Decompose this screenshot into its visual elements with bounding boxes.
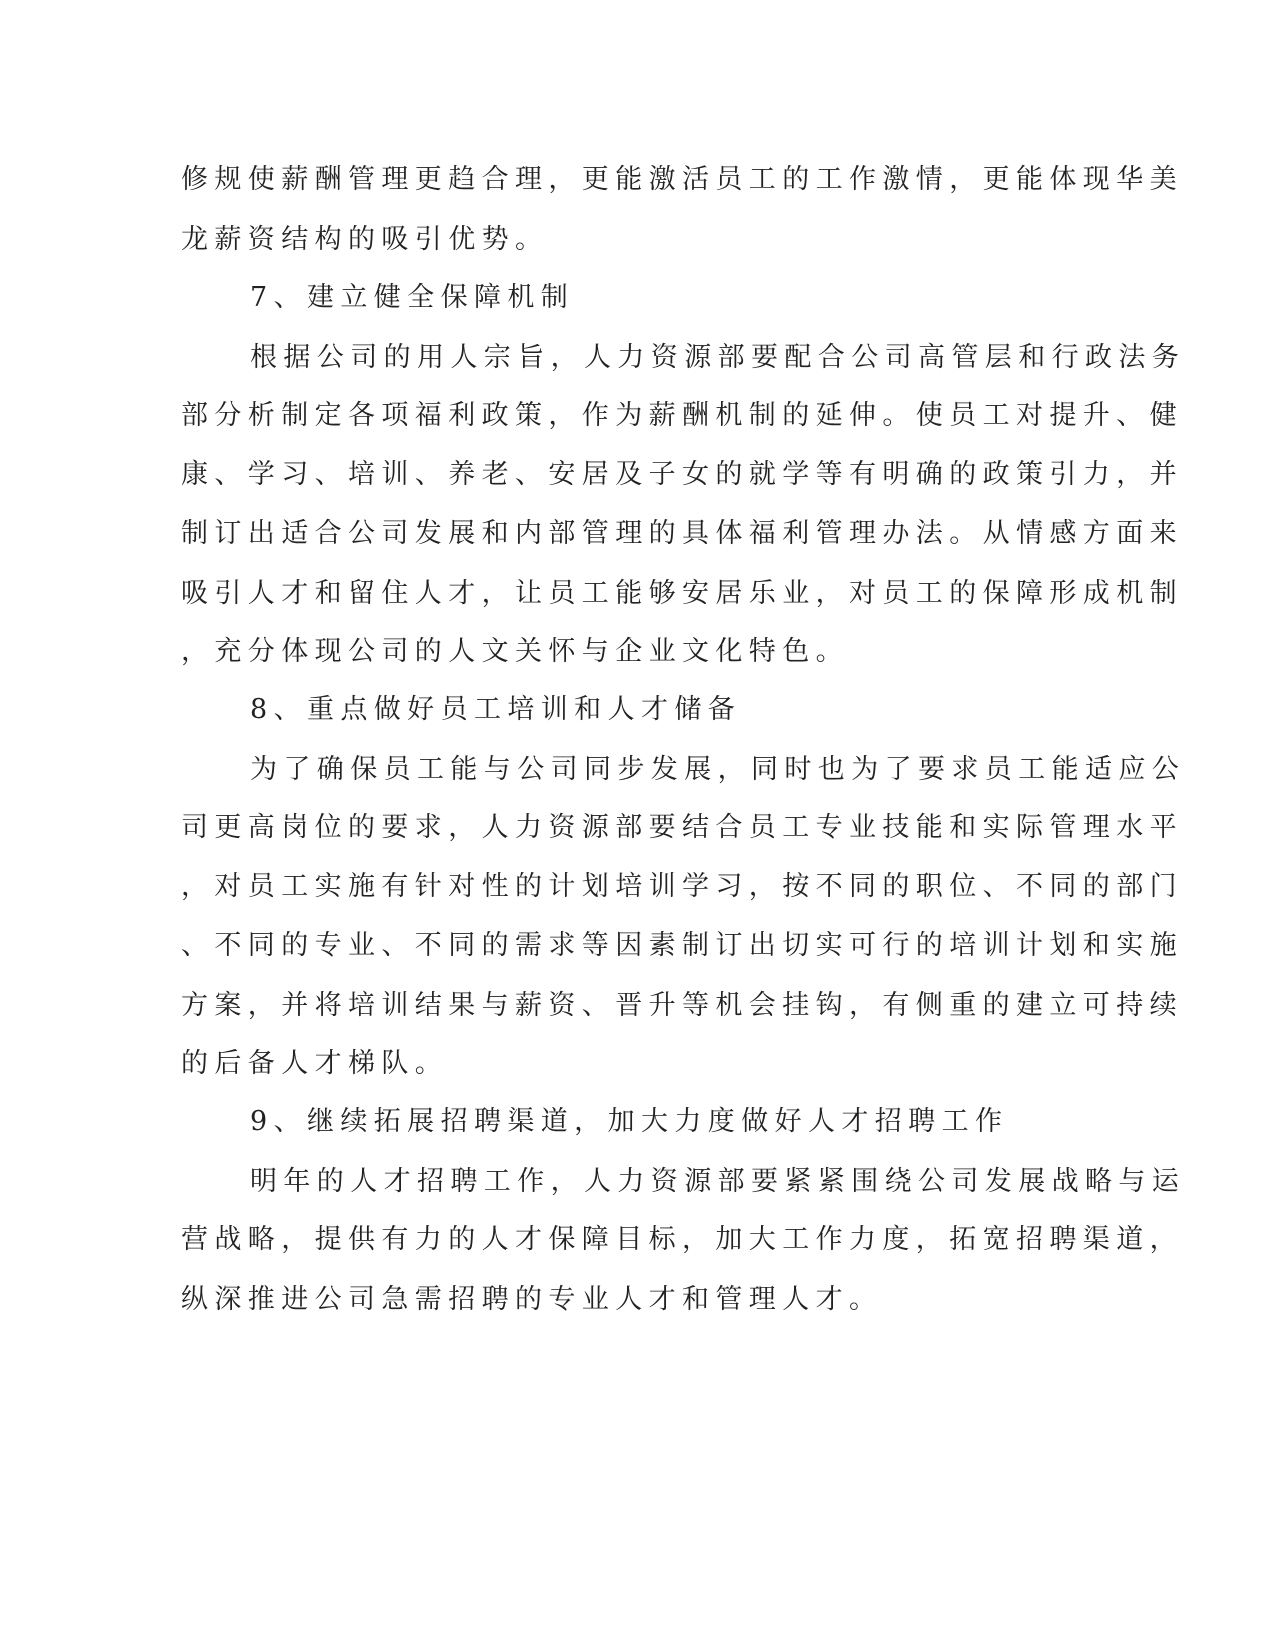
paragraph-line: 部分析制定各项福利政策，作为薪酬机制的延伸。使员工对提升、健 — [181, 400, 1183, 431]
paragraph-line: 制订出适合公司发展和内部管理的具体福利管理办法。从情感方面来 — [181, 518, 1183, 549]
paragraph-line: 康、学习、培训、养老、安居及子女的就学等有明确的政策引力，并 — [181, 459, 1183, 490]
paragraph-line: 的后备人才梯队。 — [181, 1048, 449, 1079]
paragraph-line: ，充分体现公司的人文关怀与企业文化特色。 — [181, 636, 849, 667]
paragraph-line: 吸引人才和留住人才，让员工能够安居乐业，对员工的保障形成机制 — [181, 578, 1183, 609]
paragraph-line: 司更高岗位的要求，人力资源部要结合员工专业技能和实际管理水平 — [181, 812, 1183, 843]
paragraph-line: 方案，并将培训结果与薪资、晋升等机会挂钩，有侧重的建立可持续 — [181, 990, 1183, 1021]
paragraph-line: 、不同的专业、不同的需求等因素制订出切实可行的培训计划和实施 — [181, 930, 1183, 961]
paragraph-line: 龙薪资结构的吸引优势。 — [181, 224, 549, 255]
paragraph-line: 为了确保员工能与公司同步发展，同时也为了要求员工能适应公 — [250, 754, 1186, 785]
paragraph-line: 纵深推进公司急需招聘的专业人才和管理人才。 — [181, 1284, 883, 1315]
section-heading: 7、建立健全保障机制 — [250, 282, 575, 313]
paragraph-line: 根据公司的用人宗旨，人力资源部要配合公司高管层和行政法务 — [250, 342, 1186, 373]
paragraph-line: ，对员工实施有针对性的计划培训学习，按不同的职位、不同的部门 — [181, 871, 1183, 902]
section-heading: 8、重点做好员工培训和人才储备 — [250, 694, 742, 725]
section-heading: 9、继续拓展招聘渠道，加大力度做好人才招聘工作 — [250, 1106, 1009, 1137]
paragraph-line: 修规使薪酬管理更趋合理，更能激活员工的工作激情，更能体现华美 — [181, 164, 1183, 195]
paragraph-line: 明年的人才招聘工作，人力资源部要紧紧围绕公司发展战略与运 — [250, 1166, 1186, 1197]
paragraph-line: 营战略，提供有力的人才保障目标，加大工作力度，拓宽招聘渠道， — [181, 1224, 1183, 1255]
